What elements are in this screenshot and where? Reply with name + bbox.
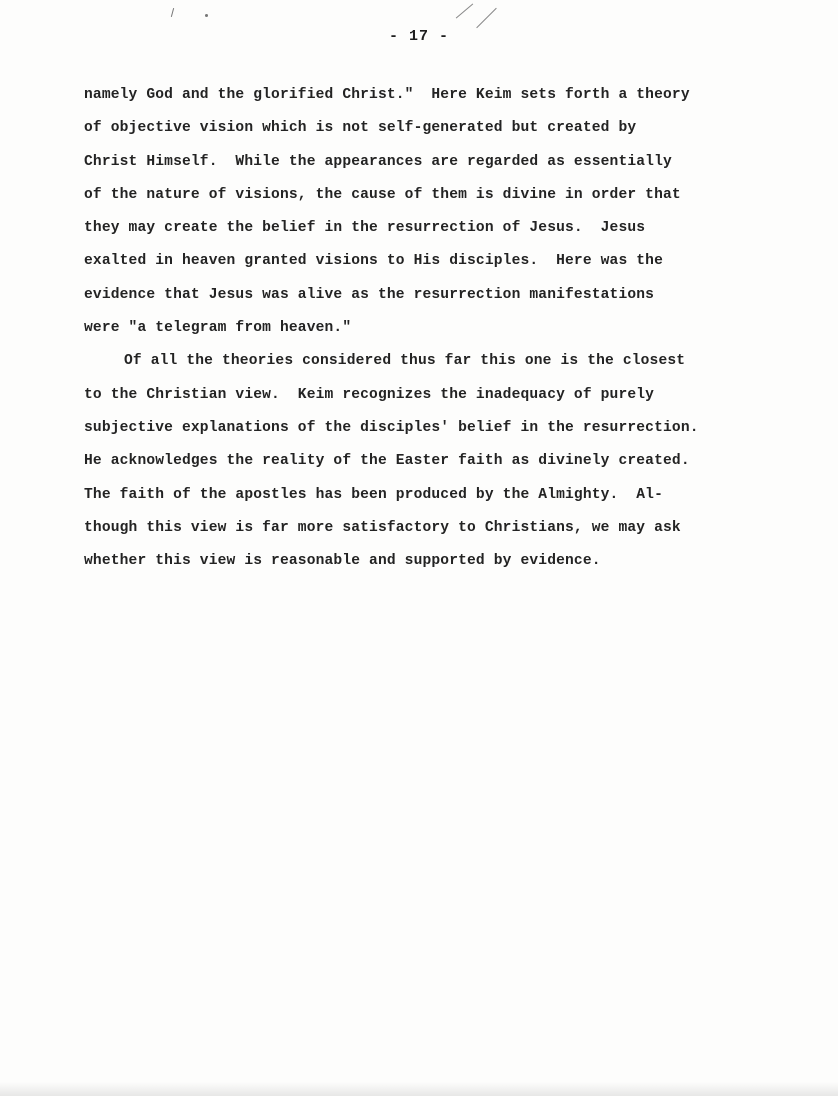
text-line: of objective vision which is not self-generated but created by bbox=[84, 120, 637, 137]
text-line: exalted in heaven granted visions to His disciples. Here was the bbox=[84, 253, 663, 270]
text-line: subjective explanations of the disciples' belief in the resurrection. bbox=[84, 419, 699, 436]
text-line: were "a telegram from heaven." bbox=[84, 320, 352, 337]
text-line: though this view is far more satisfactory to Christians, we may ask bbox=[84, 519, 681, 536]
paragraph-1 bbox=[84, 79, 804, 345]
text-line: whether this view is reasonable and supported by evidence. bbox=[84, 553, 601, 570]
page-number: - 17 - bbox=[388, 28, 449, 45]
text-line: He acknowledges the reality of the Easter faith as divinely created. bbox=[84, 453, 690, 470]
text-line: namely God and the glorified Christ." Here Keim sets forth a theory bbox=[84, 87, 690, 103]
pen-stroke bbox=[456, 4, 473, 19]
text-line: they may create the belief in the resurrection of Jesus. Jesus bbox=[84, 220, 646, 237]
text-line: to the Christian view. Keim recognizes the inadequacy of purely bbox=[84, 386, 655, 403]
body-text bbox=[84, 79, 804, 578]
stray-mark bbox=[171, 8, 174, 17]
text-line: Of all the theories considered thus far this one is the closest bbox=[124, 353, 686, 370]
scan-edge-shadow bbox=[0, 1082, 838, 1096]
text-line: evidence that Jesus was alive as the resurrection manifestations bbox=[84, 286, 655, 303]
text-line: The faith of the apostles has been produced by the Almighty. Al- bbox=[84, 486, 663, 503]
text-line: of the nature of visions, the cause of them is divine in order that bbox=[84, 186, 681, 203]
text-line: Christ Himself. While the appearances are regarded as essentially bbox=[84, 153, 672, 170]
stray-dot bbox=[205, 14, 208, 17]
paragraph-2 bbox=[84, 345, 804, 578]
pen-stroke bbox=[476, 8, 497, 29]
